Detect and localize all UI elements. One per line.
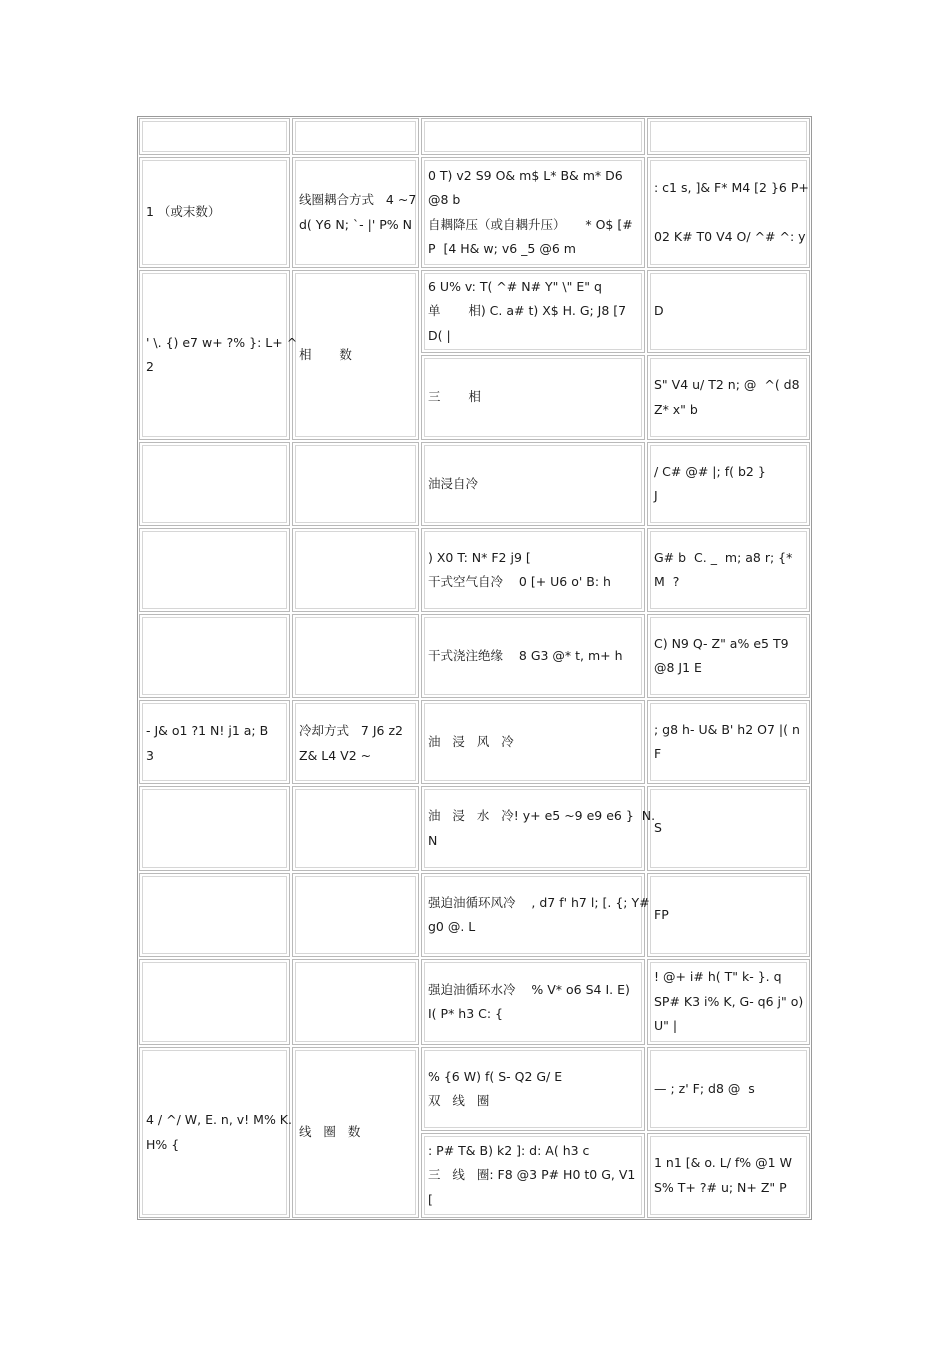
row-content bbox=[422, 873, 650, 957]
cell-line: 双 线 圈 bbox=[428, 1093, 490, 1108]
cell-line bbox=[654, 201, 809, 225]
cell-line: Z* x" b bbox=[654, 401, 698, 417]
cell-line: 单 相) C. a# t) X$ H. G; J8 [7 bbox=[428, 303, 627, 319]
row-number bbox=[140, 270, 298, 440]
cell-line: G# b C. _ m; a8 r; {* bbox=[654, 549, 793, 565]
row-code bbox=[648, 614, 809, 698]
header-cell bbox=[647, 118, 810, 155]
row-content bbox=[422, 1133, 644, 1218]
cell-line: ; g8 h- U& B' h2 O7 |( n bbox=[654, 721, 800, 737]
cell-line: 线圈耦合方式 4 ~7 bbox=[299, 192, 417, 207]
cell-line: 油 浸 风 冷 bbox=[428, 733, 514, 749]
row-code bbox=[648, 700, 809, 784]
row-item bbox=[293, 442, 418, 1045]
cell-line: SP# K3 i% K, G- q6 j" o) bbox=[654, 993, 804, 1009]
row-code bbox=[648, 873, 809, 957]
row-code bbox=[648, 355, 809, 440]
cell-line: N bbox=[428, 832, 438, 848]
row-content bbox=[422, 157, 644, 268]
row-item bbox=[293, 157, 418, 268]
row-number bbox=[140, 1047, 292, 1218]
cell-line: 1 （或末数） bbox=[146, 204, 221, 220]
cell-line: % {6 W) f( S- Q2 G/ E bbox=[428, 1068, 563, 1084]
cell-line: 02 K# T0 V4 O/ ^# ^: y bbox=[654, 228, 806, 244]
row-content bbox=[422, 355, 644, 440]
cell-line: 4 / ^/ W, E. n, v! M% K. bbox=[146, 1112, 292, 1127]
row-content bbox=[422, 614, 644, 698]
cell-line: 3 bbox=[146, 747, 154, 763]
cell-line: 三 相 bbox=[428, 389, 481, 405]
cell-line: : c1 s, ]& F* M4 [2 }6 P+ bbox=[654, 180, 809, 195]
cell-line: 相 数 bbox=[299, 346, 352, 362]
cell-line: ) X0 T: N* F2 j9 [ bbox=[428, 549, 531, 565]
cell-line: U" | bbox=[654, 1018, 678, 1034]
cell-line: 冷却方式 7 J6 z2 bbox=[299, 723, 403, 738]
cell-line: F bbox=[654, 746, 662, 761]
cell-line: 强迫油循环风冷 , d7 f' h7 l; [. {; Y# bbox=[428, 894, 650, 910]
cell-line: 1 n1 [& o. L/ f% @1 W bbox=[654, 1155, 792, 1170]
cell-line: / C# @# |; f( b2 } bbox=[654, 463, 766, 479]
cell-line: Z& L4 V2 ~ bbox=[299, 747, 372, 763]
row-item bbox=[293, 1047, 418, 1218]
cell-line: : P# T& B) k2 ]: d: A( h3 c bbox=[428, 1142, 590, 1158]
row-number bbox=[140, 157, 289, 268]
row-code bbox=[648, 442, 809, 526]
cell-line: C) N9 Q- Z" a% e5 T9 bbox=[654, 635, 789, 651]
row-code bbox=[648, 1133, 809, 1218]
cell-line: S bbox=[654, 820, 662, 836]
cell-line: J bbox=[654, 488, 658, 503]
cell-line: P [4 H& w; v6 _5 @6 m bbox=[428, 241, 576, 256]
cell-line: M ? bbox=[654, 574, 680, 589]
cell-line: @8 J1 E bbox=[654, 660, 702, 675]
row-code bbox=[648, 1047, 809, 1131]
cell-line: S" V4 u/ T2 n; @ ^( d8 bbox=[654, 377, 800, 392]
header-cell bbox=[292, 118, 419, 155]
row-code bbox=[648, 270, 809, 353]
cell-line: 自耦降压（或自耦升压） * O$ [# bbox=[428, 216, 633, 232]
cell-line: [ bbox=[428, 1191, 433, 1207]
cell-line: 线 圈 数 bbox=[299, 1124, 361, 1140]
cell-line: D bbox=[654, 303, 664, 319]
header-cell bbox=[139, 118, 290, 155]
cell-line: S% T+ ?# u; N+ Z" P bbox=[654, 1179, 787, 1195]
cell-line: 2 bbox=[146, 359, 154, 374]
cell-line: 油 浸 水 冷! y+ e5 ~9 e9 e6 } N. bbox=[428, 808, 656, 823]
row-code bbox=[648, 528, 809, 612]
row-code bbox=[648, 786, 809, 871]
cell-line: @8 b bbox=[428, 192, 461, 207]
cell-line: 干式空气自冷 0 [+ U6 o' B: h bbox=[428, 574, 611, 589]
cell-line: 三 线 圈: F8 @3 P# H0 t0 G, V1 bbox=[428, 1167, 636, 1183]
cell-line: ! @+ i# h( T" k- }. q bbox=[654, 969, 782, 985]
cell-line: - J& o1 ?1 N! j1 a; B bbox=[146, 723, 269, 738]
row-content bbox=[422, 270, 644, 353]
cell-line: H% { bbox=[146, 1136, 180, 1152]
cell-line: 干式浇注绝缘 8 G3 @* t, m+ h bbox=[428, 647, 623, 663]
cell-line: ' \. {) e7 w+ ?% }: L+ ^ bbox=[146, 334, 298, 350]
cell-line: 强迫油循环水冷 % V* o6 S4 I. E) bbox=[428, 981, 630, 997]
cell-line: 0 T) v2 S9 O& m$ L* B& m* D6 bbox=[428, 167, 623, 183]
row-number bbox=[140, 442, 289, 1045]
row-item bbox=[293, 270, 418, 440]
cell-line: — ; z' F; d8 @ s bbox=[654, 1080, 755, 1096]
row-content bbox=[422, 1047, 644, 1131]
cell-line: FP bbox=[654, 906, 669, 922]
cell-line: g0 @. L bbox=[428, 919, 476, 934]
cell-line: I( P* h3 C: { bbox=[428, 1006, 504, 1021]
cell-line: D( | bbox=[428, 327, 451, 343]
row-content bbox=[422, 959, 644, 1045]
row-code bbox=[648, 157, 809, 268]
cell-line: 6 U% v: T( ^# N# Y" \" E" q bbox=[428, 278, 602, 294]
row-code bbox=[648, 959, 809, 1045]
row-content bbox=[422, 700, 644, 784]
header-cell bbox=[421, 118, 645, 155]
cell-line: 油浸自冷 bbox=[428, 475, 479, 491]
row-content bbox=[422, 786, 656, 871]
row-content bbox=[422, 528, 644, 612]
cell-line: d( Y6 N; `- |' P% N bbox=[299, 216, 412, 232]
row-content bbox=[422, 442, 644, 526]
